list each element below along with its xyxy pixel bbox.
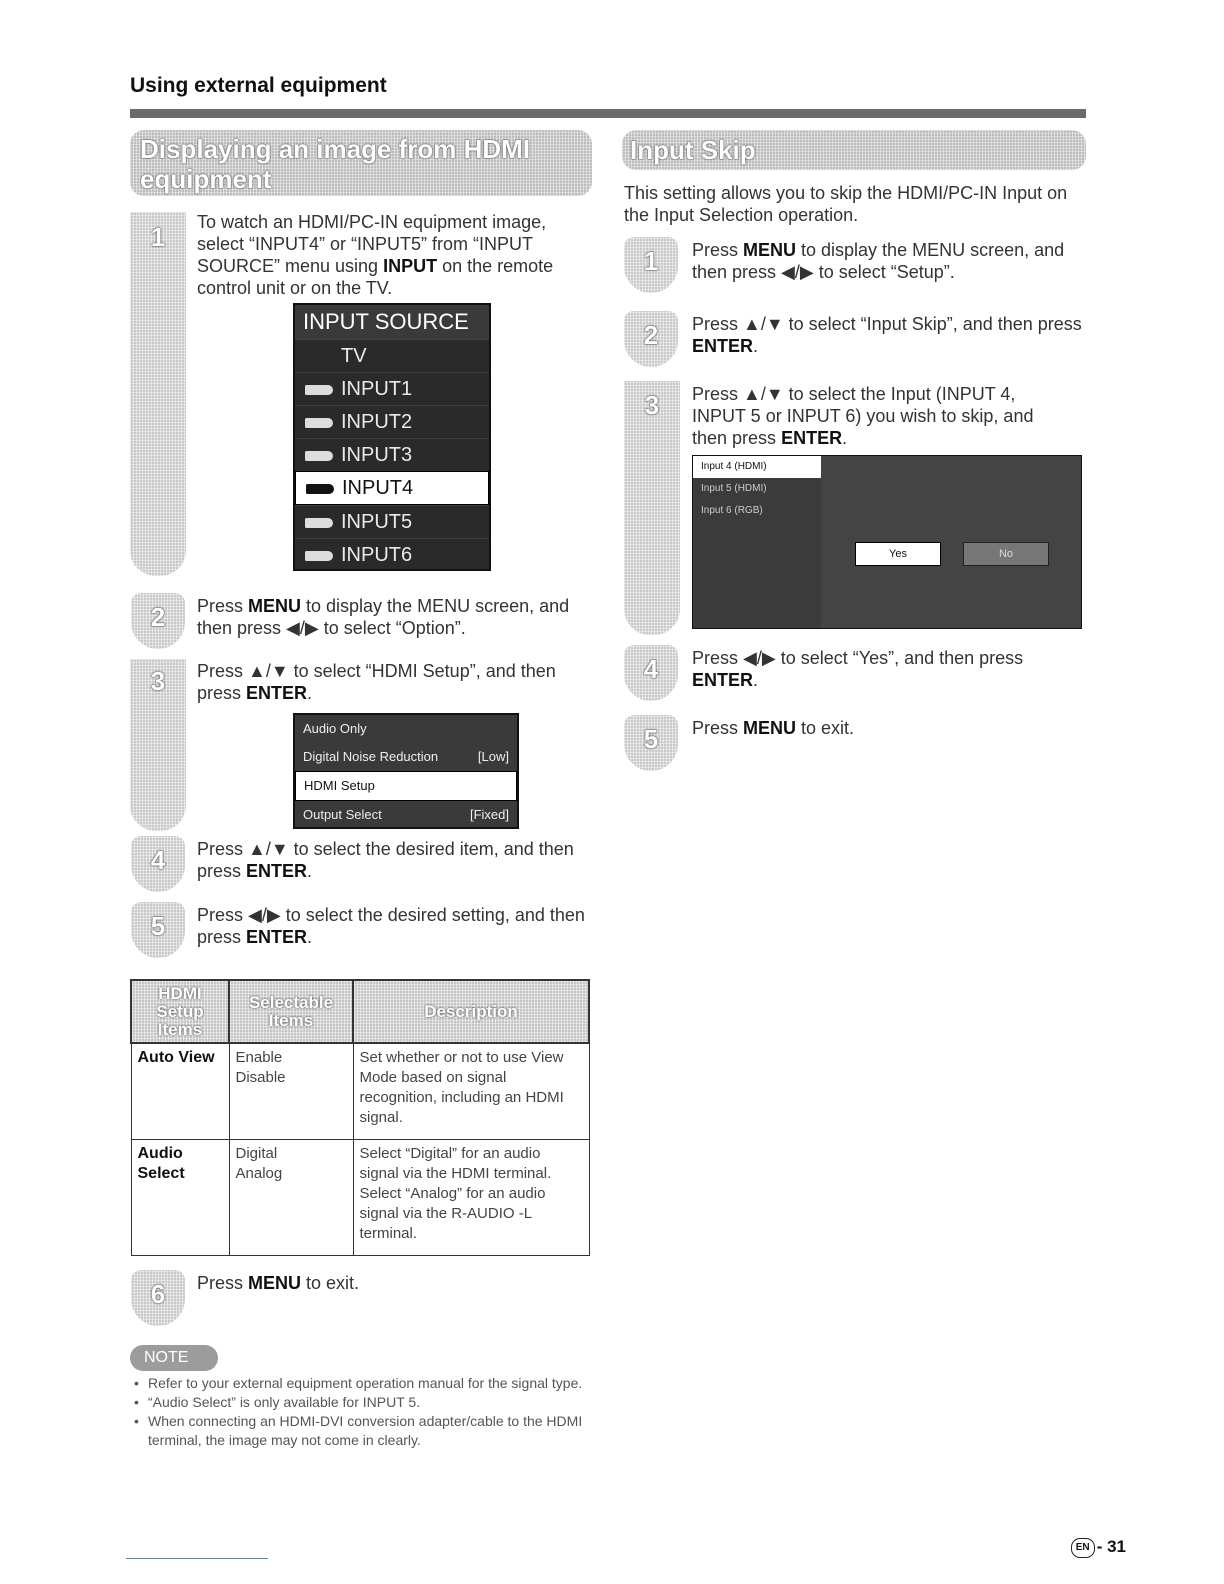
skip-row-input5[interactable]: Input 5 (HDMI) [701,483,767,494]
note-item: • When connecting an HDMI-DVI conversion adapter/cable to the HDMI terminal, the image may not come in clearly. [130,1412,590,1450]
table-row [131,1139,589,1255]
cell-selectable [229,1043,353,1139]
selectable-value: Digital [235,1144,278,1162]
step-2-badge: 2 [131,593,185,649]
step-3-text-a: Press ▲/▼ to select “HDMI Setup”, and then press [197,661,556,703]
input-item-input1[interactable] [295,372,489,405]
input-item-input2[interactable] [295,405,489,438]
skip-row-input4[interactable]: Input 4 (HDMI) [693,456,821,478]
col-header-setup-items: HDMI Setup Items [131,980,229,1043]
input-item-label: INPUT1 [341,378,413,400]
note-label: NOTE [144,1349,189,1366]
plug-icon [305,518,333,528]
skip-step-2-text-a: Press ▲/▼ to select “Input Skip”, and then press [692,314,1082,334]
language-badge: EN [1071,1538,1095,1558]
table-row [131,1043,589,1139]
table-header-row [131,980,589,1043]
skip-step-3-text-b: ENTER [781,428,843,448]
skip-step-4-text [692,647,1087,691]
step-3-text-b: ENTER [246,683,308,703]
skip-step-4-text-a: Press ◀/▶ to select “Yes”, and then press [692,648,1024,668]
page-number [1071,1537,1126,1558]
option-digital-noise-reduction[interactable] [295,743,517,771]
step-2-text [197,595,592,639]
plug-icon [305,451,333,461]
step-6-text [197,1272,587,1294]
skip-step-1-text-a: Press [692,240,744,260]
skip-step-5-badge: 5 [624,715,678,771]
header-rule [130,109,1086,118]
step-5-text-c: . [307,927,313,947]
step-5-badge: 5 [131,902,185,958]
input-item-tv-label: TV [341,345,367,367]
step-5-text-a: Press ◀/▶ to select the desired setting, and then press [197,905,585,947]
skip-step-5-text-a: Press [692,718,744,738]
step-6-text-a: Press [197,1273,249,1293]
step-6-badge: 6 [131,1270,185,1326]
input-item-label: INPUT2 [341,411,413,433]
input-source-menu [293,303,491,571]
note-list [130,1374,590,1450]
plug-icon [305,551,333,561]
step-6-text-c: to exit. [301,1273,360,1293]
selectable-value: Disable [235,1069,286,1086]
note-badge [130,1345,218,1371]
input-item-label: INPUT3 [341,444,413,466]
section-banner-hdmi [130,130,592,196]
skip-step-4-text-c: . [753,670,759,690]
col-header-selectable-items: Selectable Items [229,980,353,1043]
footer-divider [126,1558,268,1559]
option-label: Output Select [303,807,382,822]
yes-button[interactable]: Yes [855,542,941,566]
skip-step-3-text-c: . [842,428,848,448]
step-2-text-b: MENU [248,596,302,616]
skip-step-4-text-b: ENTER [692,670,754,690]
cell-setup-name: Audio Select [131,1139,229,1255]
skip-step-3-number: 3 [644,390,660,420]
option-audio-only[interactable] [295,715,517,743]
step-1-text [197,211,587,299]
page-number-text: - 31 [1096,1537,1126,1556]
plug-icon [306,484,334,494]
selectable-value: Enable [235,1049,283,1066]
skip-row-input6[interactable]: Input 6 (RGB) [701,505,763,516]
input-item-input5[interactable] [295,505,489,538]
input-item-label: INPUT5 [341,511,413,533]
cell-setup-name: Auto View [131,1043,229,1139]
option-label: Audio Only [303,721,367,736]
step-6-text-b: MENU [248,1273,302,1293]
page-header-title: Using external equipment [130,74,387,97]
selectable-value: Analog [235,1164,283,1182]
note-item: • “Audio Select” is only available for INPUT 5. [130,1393,590,1412]
step-4-text [197,838,587,882]
step-5-text [197,904,587,948]
option-hdmi-setup[interactable] [295,771,517,801]
step-2-text-c: to display the MENU screen, and then press ◀/▶ to select “Option”. [197,596,570,638]
skip-step-1-text-b: MENU [743,240,797,260]
step-5-text-b: ENTER [246,927,308,947]
banner-line-1: Displaying an image from HDMI [140,134,531,164]
step-4-text-c: . [307,861,313,881]
skip-step-5-text-b: MENU [743,718,797,738]
skip-step-1-text [692,239,1087,283]
step-1-number: 1 [150,222,166,252]
step-1-text-b: INPUT [383,256,438,276]
step-1-text-a: To watch an HDMI/PC-IN equipment image, select “INPUT4” or “INPUT5” from “INPUT SOURCE” menu using [197,212,547,276]
step-4-text-b: ENTER [246,861,308,881]
input-source-title: INPUT SOURCE [295,305,489,339]
skip-step-5-text [692,717,1087,739]
option-menu [293,713,519,829]
skip-step-3-text [692,383,1072,449]
skip-step-1-badge: 1 [624,237,678,293]
input-skip-screen [692,455,1082,629]
step-4-text-a: Press ▲/▼ to select the desired item, and then press [197,839,574,881]
input-item-input6[interactable] [295,538,489,571]
input-item-label: INPUT6 [341,544,413,566]
skip-step-5-text-c: to exit. [796,718,855,738]
option-label: HDMI Setup [304,778,375,793]
option-label: Digital Noise Reduction [303,749,439,764]
note-item: • Refer to your external equipment operation manual for the signal type. [130,1374,590,1393]
no-button[interactable]: No [963,542,1049,566]
step-4-badge: 4 [131,836,185,892]
col-header-description: Description [353,980,589,1043]
input-skip-list [693,456,821,628]
step-1-strip [130,212,186,576]
option-value: [Fixed] [469,807,509,822]
skip-step-2-text-b: ENTER [692,336,754,356]
step-2-text-a: Press [197,596,249,616]
step-3-text [197,660,587,704]
input-skip-intro: This setting allows you to skip the HDMI/PC-IN Input on the Input Selection operation. [624,183,1068,225]
skip-step-1-text-c: to display the MENU screen, and then press ◀/▶ to select “Setup”. [692,240,1065,282]
banner-line-2: equipment [140,164,272,194]
skip-step-2-badge: 2 [624,311,678,367]
input-item-label: INPUT4 [342,477,414,499]
step-3-text-c: . [307,683,313,703]
plug-icon [305,385,333,395]
skip-step-2-text-c: . [753,336,759,356]
cell-description: Set whether or not to use View Mode based on signal recognition, including an HDMI signal. [353,1043,589,1139]
option-output-select[interactable] [295,801,517,829]
skip-step-4-badge: 4 [624,645,678,701]
hdmi-setup-table [130,979,590,1256]
input-item-tv[interactable] [295,339,489,372]
input-item-input4[interactable] [295,471,489,505]
input-item-input3[interactable] [295,438,489,471]
option-value: [Low] [477,749,509,764]
step-1-text-c: on the remote control unit or on the TV. [197,256,554,298]
cell-description: Select “Digital” for an audio signal via the HDMI terminal. Select “Analog” for an audio signal via the R-AUDIO -L terminal. [353,1139,589,1255]
skip-step-2-text [692,313,1087,357]
cell-selectable [229,1139,353,1255]
plug-icon [305,418,333,428]
section-banner-input-skip [622,130,1086,170]
skip-step-3-text-a: Press ▲/▼ to select the Input (INPUT 4, INPUT 5 or INPUT 6) you wish to skip, and then press [692,384,1034,448]
banner-title: Input Skip [630,135,756,165]
step-3-number: 3 [150,666,166,696]
